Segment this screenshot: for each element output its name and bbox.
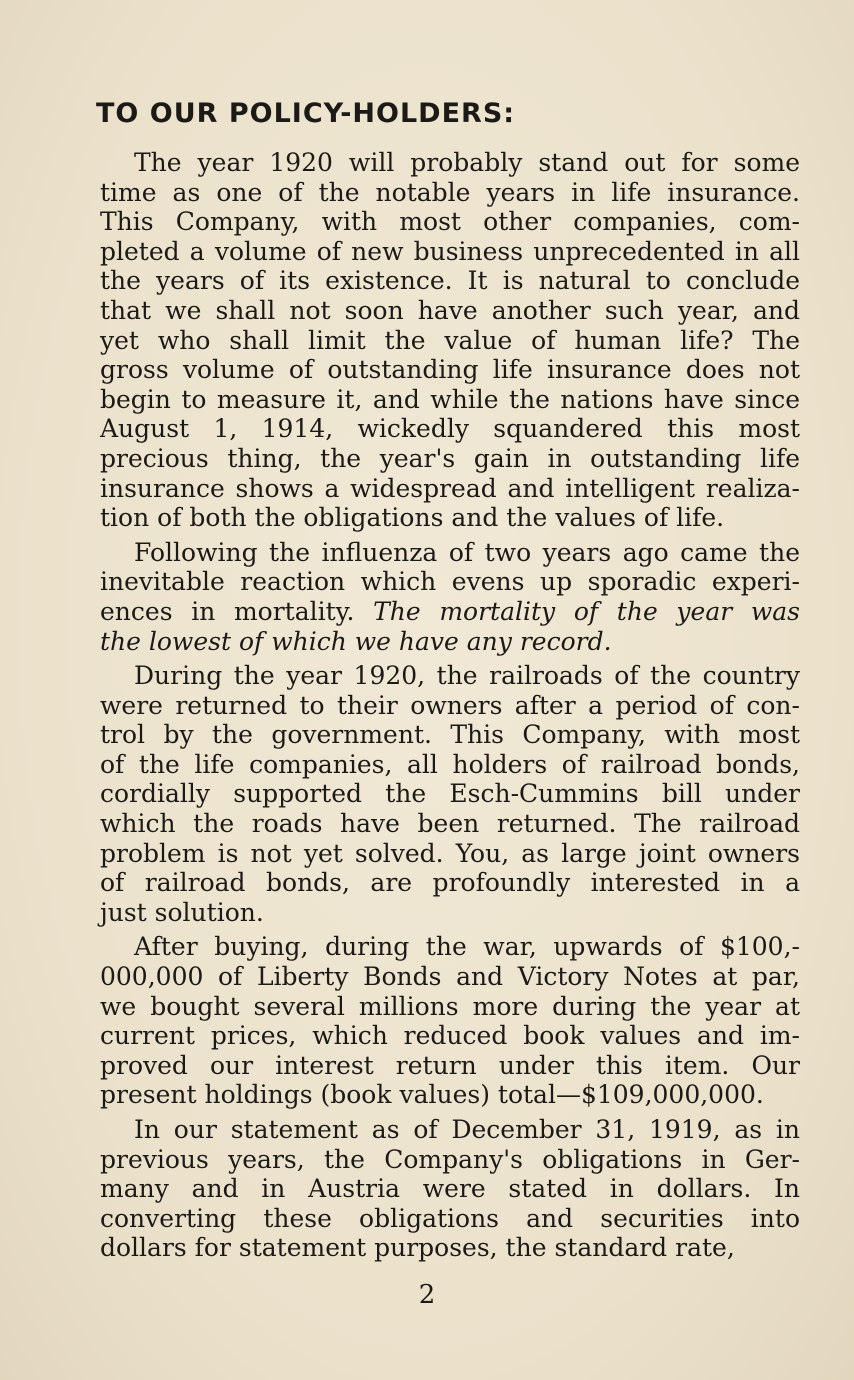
text-segment: the years of its existence. It is natural to conclude bbox=[100, 266, 800, 296]
text-line bbox=[100, 962, 800, 992]
text-segment: trol by the government. This Company, with most bbox=[100, 720, 800, 750]
text-segment: just solution. bbox=[100, 897, 264, 927]
text-line bbox=[100, 898, 800, 928]
text-line bbox=[100, 1051, 800, 1081]
page-heading: TO OUR POLICY-HOLDERS: bbox=[96, 98, 516, 129]
text-line bbox=[100, 1021, 800, 1051]
text-line bbox=[100, 178, 800, 208]
text-segment: many and in Austria were stated in dollars. In bbox=[100, 1174, 800, 1204]
text-segment: converting these obligations and securities into bbox=[100, 1203, 800, 1233]
text-line bbox=[100, 720, 800, 750]
text-segment: The year 1920 will probably stand out for some bbox=[134, 148, 800, 177]
text-segment: present holdings (book values) total—$109,000,000. bbox=[100, 1080, 764, 1110]
text-segment: After buying, during the war, upwards of $100,- bbox=[134, 932, 800, 962]
text-line bbox=[100, 839, 800, 869]
text-segment: previous years, the Company's obligations in Ger- bbox=[100, 1144, 800, 1174]
text-line bbox=[100, 868, 800, 898]
text-segment: dollars for statement purposes, the standard rate, bbox=[100, 1233, 735, 1263]
text-line bbox=[100, 326, 800, 356]
paragraph bbox=[100, 661, 800, 927]
text-line bbox=[100, 355, 800, 385]
text-line bbox=[100, 661, 800, 691]
text-segment: precious thing, the year's gain in outstanding life bbox=[100, 443, 800, 473]
text-line bbox=[100, 503, 800, 533]
text-line bbox=[100, 932, 800, 962]
paragraph bbox=[100, 148, 800, 533]
text-line bbox=[100, 1145, 800, 1175]
text-line bbox=[100, 691, 800, 721]
page-number: 2 bbox=[418, 1280, 436, 1310]
text-line bbox=[100, 266, 800, 296]
text-segment: August 1, 1914, wickedly squandered this most bbox=[100, 414, 800, 444]
text-segment: In our statement as of December 31, 1919, as in bbox=[134, 1115, 800, 1144]
letter-body bbox=[100, 148, 800, 1268]
text-segment: yet who shall limit the value of human life? The bbox=[100, 325, 800, 355]
text-segment: ences in mortality. bbox=[100, 596, 374, 626]
text-line bbox=[100, 1204, 800, 1234]
text-segment: During the year 1920, the railroads of the country bbox=[134, 661, 800, 691]
text-segment: problem is not yet solved. You, as large joint owners bbox=[100, 838, 800, 868]
text-line bbox=[100, 992, 800, 1022]
text-segment: cordially supported the Esch-Cummins bill under bbox=[100, 779, 800, 809]
paragraph bbox=[100, 538, 800, 656]
text-segment: of the life companies, all holders of railroad bonds, bbox=[100, 749, 800, 779]
text-line bbox=[100, 237, 800, 267]
text-segment: Following the influenza of two years ago came the bbox=[134, 537, 800, 567]
text-segment: current prices, which reduced book values and im- bbox=[100, 1021, 800, 1051]
text-line bbox=[100, 296, 800, 326]
paragraph bbox=[100, 1115, 800, 1263]
text-line bbox=[100, 414, 800, 444]
text-line bbox=[100, 1233, 800, 1263]
text-segment: time as one of the notable years in life insurance. bbox=[100, 177, 800, 207]
text-segment: that we shall not soon have another such year, and bbox=[100, 295, 800, 325]
text-segment: 000,000 of Liberty Bonds and Victory Notes at par, bbox=[100, 962, 800, 992]
text-line bbox=[100, 148, 800, 178]
text-segment: gross volume of outstanding life insurance does not bbox=[100, 355, 800, 385]
text-line bbox=[100, 750, 800, 780]
text-segment: were returned to their owners after a period of con- bbox=[100, 690, 800, 720]
text-line bbox=[100, 444, 800, 474]
text-segment: insurance shows a widespread and intelligent realiza- bbox=[100, 473, 800, 503]
text-segment: tion of both the obligations and the values of life. bbox=[100, 503, 725, 533]
text-line bbox=[100, 385, 800, 415]
paragraph bbox=[100, 932, 800, 1110]
text-segment: which the roads have been returned. The railroad bbox=[100, 809, 800, 839]
text-segment: begin to measure it, and while the nations have since bbox=[100, 384, 800, 414]
text-line bbox=[100, 1115, 800, 1145]
text-segment: This Company, with most other companies, com- bbox=[100, 207, 800, 237]
text-line bbox=[100, 809, 800, 839]
text-segment: we bought several millions more during the year at bbox=[100, 991, 800, 1021]
text-line bbox=[100, 567, 800, 597]
text-line bbox=[100, 207, 800, 237]
text-line bbox=[100, 627, 800, 657]
text-line bbox=[100, 597, 800, 627]
text-segment: inevitable reaction which evens up sporadic experi- bbox=[100, 567, 800, 597]
text-line bbox=[100, 1080, 800, 1110]
text-line bbox=[100, 538, 800, 568]
text-line bbox=[100, 474, 800, 504]
text-segment: proved our interest return under this item. Our bbox=[100, 1050, 800, 1080]
italic-text: the lowest of which we have any record. bbox=[100, 626, 612, 656]
text-segment: of railroad bonds, are profoundly interested in a bbox=[100, 868, 800, 898]
text-segment: pleted a volume of new business unprecedented in all bbox=[100, 236, 800, 266]
text-line bbox=[100, 1174, 800, 1204]
italic-text: The mortality of the year was bbox=[373, 596, 801, 626]
text-line bbox=[100, 779, 800, 809]
